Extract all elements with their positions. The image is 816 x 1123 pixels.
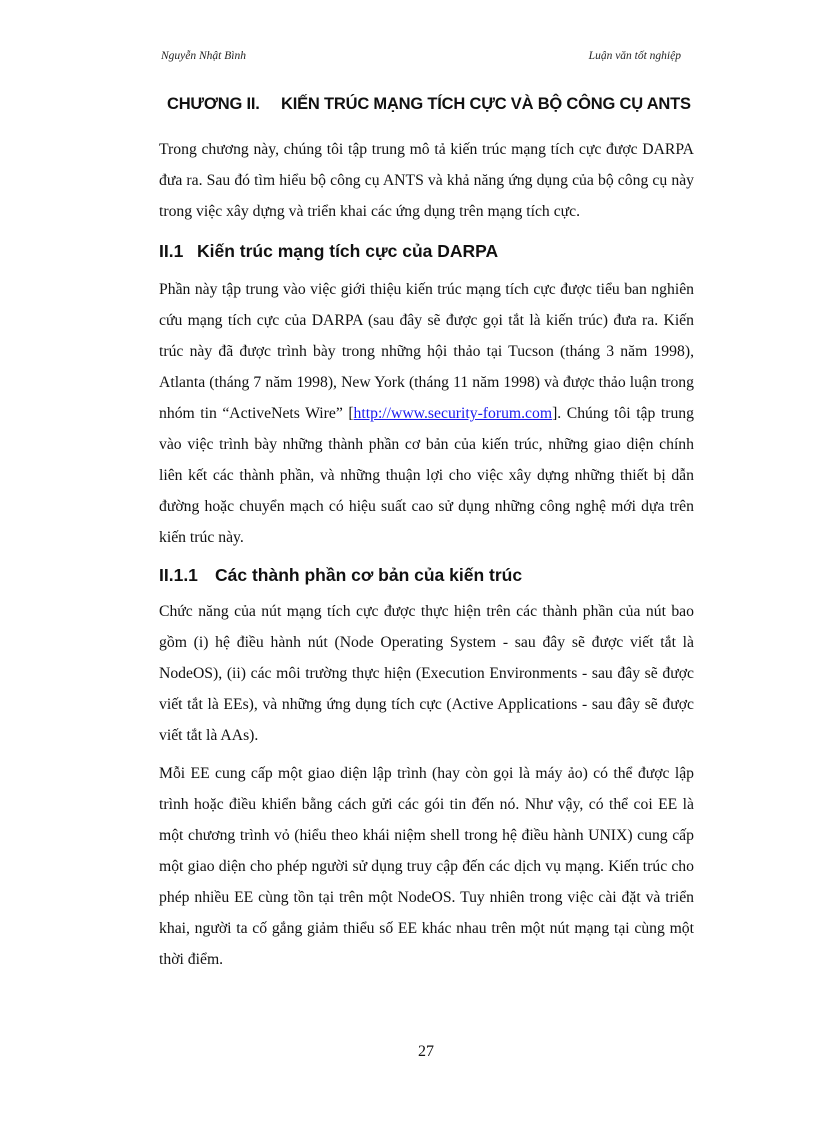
section-paragraph-end: ]. Chúng tôi tập trung vào việc trình bày những thành phần cơ bản của kiến trúc, những giao diện chính liên kết các thành phần, và những thuận lợi cho việc xây dựng những thiết bị dẫn đường hoặc chuyển mạch có hiệu suất cao sử dụng những công nghệ mới dựa trên kiến trúc này. <box>159 405 694 546</box>
section-paragraph <box>159 274 694 553</box>
chapter-title: KIẾN TRÚC MẠNG TÍCH CỰC VÀ BỘ CÔNG CỤ ANTS <box>281 95 691 113</box>
chapter-number: CHƯƠNG II. <box>167 95 260 113</box>
subsection-heading <box>159 565 694 586</box>
subsection-title: Các thành phần cơ bản của kiến trúc <box>215 565 523 585</box>
page-body <box>159 95 694 982</box>
header-doc-type: Luận văn tốt nghiệp <box>588 50 681 62</box>
section-heading <box>159 241 694 262</box>
chapter-heading <box>167 95 694 114</box>
subsection-paragraph-2: Mỗi EE cung cấp một giao diện lập trình (hay còn gọi là máy ảo) có thể được lập trình hoặc điều khiển bằng cách gửi các gói tin đến nó. Như vậy, có thể coi EE là một chương trình vỏ (hiểu theo khái niệm shell trong hệ điều hành UNIX) cung cấp một giao diện cho phép người sử dụng truy cập đến các dịch vụ mạng. Kiến trúc cho phép nhiều EE cùng tồn tại trên một NodeOS. Tuy nhiên trong việc cài đặt và triển khai, người ta cố gắng giảm thiểu số EE khác nhau trên một nút mạng tại cùng một thời điểm. <box>159 765 694 968</box>
section-paragraph-start: Phần này tập trung vào việc giới thiệu kiến trúc mạng tích cực được tiểu ban nghiên cứu mạng tích cực của DARPA (sau đây sẽ được gọi tắt là kiến trúc) đưa ra. Kiến trúc này đã được trình bày trong những hội thảo tại Tucson (tháng 3 năm 1998), Atlanta (tháng 7 năm 1998), New York (tháng 11 năm 1998) và được thảo luận trong nhóm tin “ActiveNets Wire” [ <box>159 281 694 422</box>
intro-paragraph: Trong chương này, chúng tôi tập trung mô tả kiến trúc mạng tích cực được DARPA đưa ra. Sau đó tìm hiểu bộ công cụ ANTS và khả năng ứng dụng của bộ công cụ này trong việc xây dựng và triển khai các ứng dụng trên mạng tích cực. <box>159 141 694 220</box>
page-header <box>161 50 681 70</box>
security-forum-link[interactable]: http://www.security-forum.com <box>353 405 553 422</box>
subsection-number: II.1.1 <box>159 565 198 585</box>
section-number: II.1 <box>159 241 184 261</box>
subsection-paragraph-1: Chức năng của nút mạng tích cực được thực hiện trên các thành phần của nút bao gồm (i) hệ điều hành nút (Node Operating System - sau đây sẽ được viết tắt là NodeOS), (ii) các môi trường thực hiện (Execution Environments - sau đây sẽ được viết tắt là EEs), và những ứng dụng tích cực (Active Applications - sau đây sẽ được viết tắt là AAs). <box>159 603 694 744</box>
header-author: Nguyễn Nhật Bình <box>161 50 246 62</box>
page-number: 27 <box>418 1043 434 1060</box>
section-title: Kiến trúc mạng tích cực của DARPA <box>197 241 499 261</box>
